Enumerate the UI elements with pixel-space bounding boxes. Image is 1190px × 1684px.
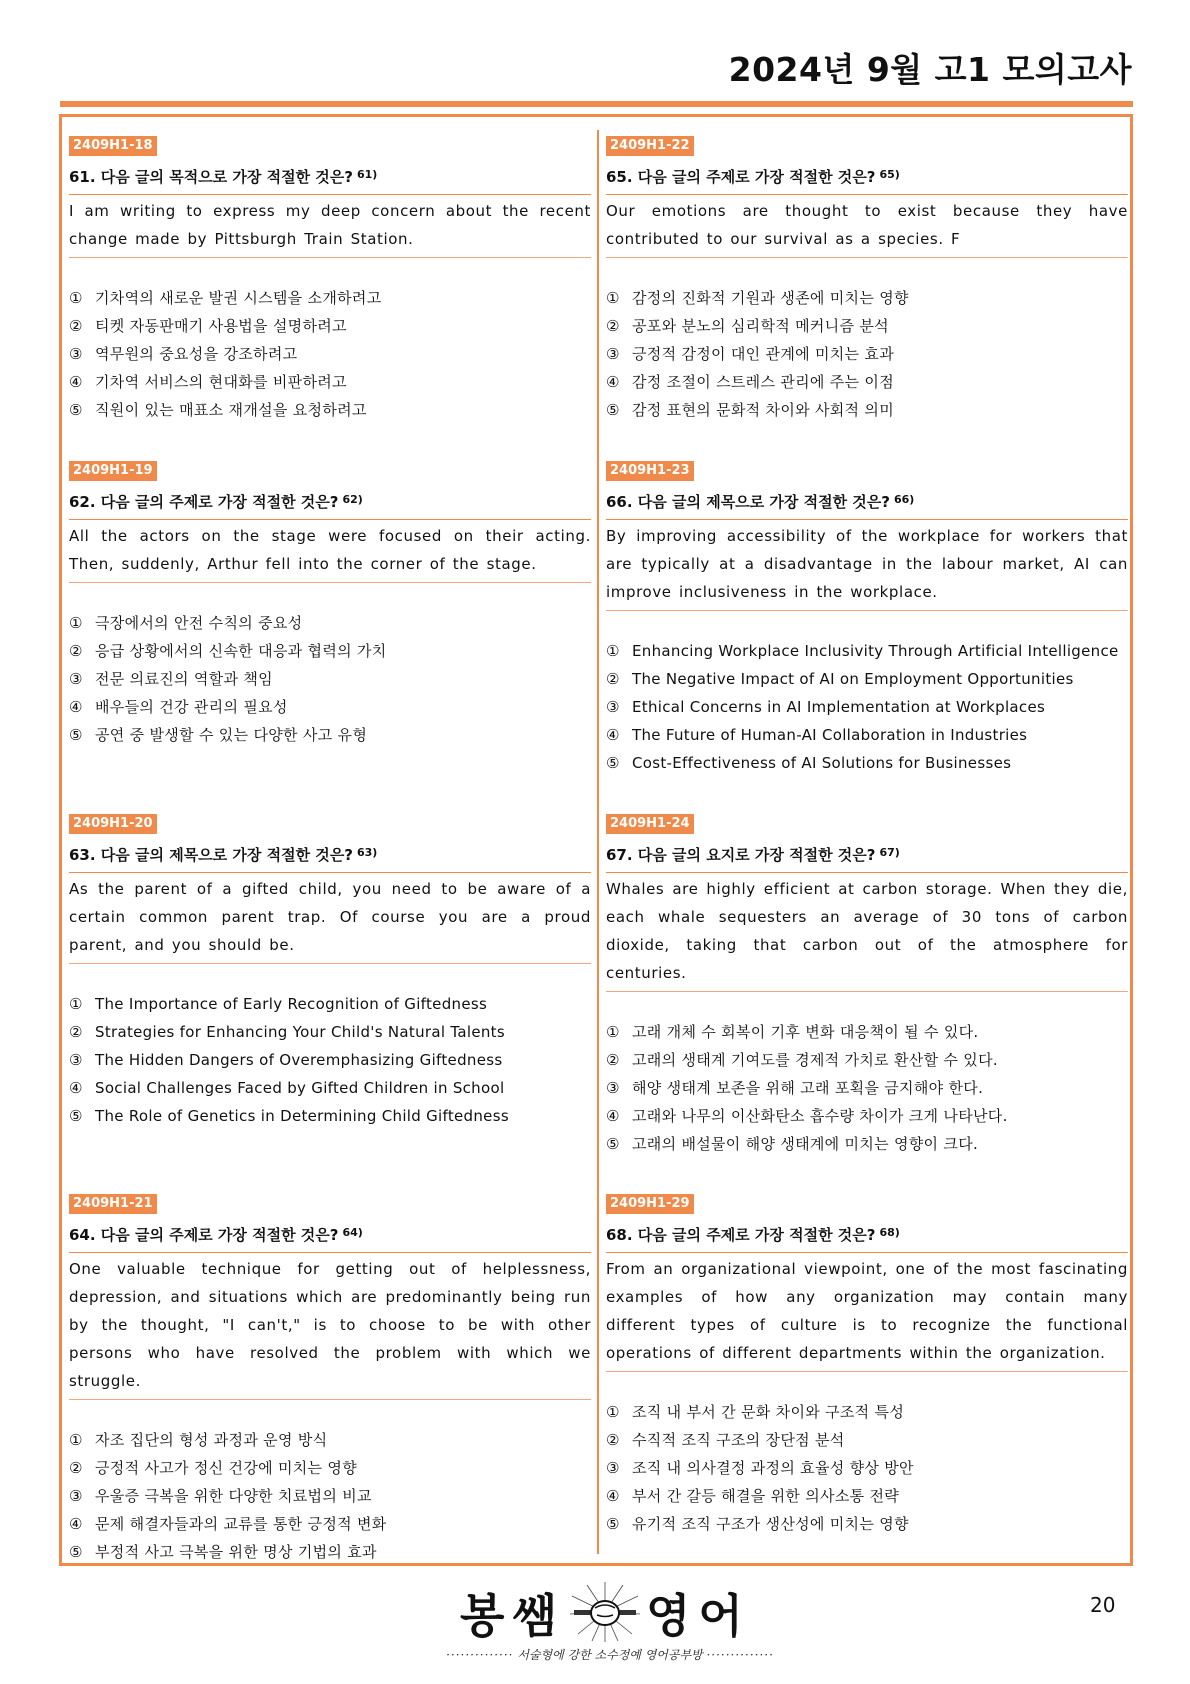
question-63 [69,812,591,1130]
option-3[interactable]: ③ 역무원의 중요성을 강조하려고 [69,345,298,363]
question-tag: 2409H1-19 [69,461,157,481]
option-3[interactable]: ③ 긍정적 감정이 대인 관계에 미치는 효과 [606,345,894,363]
footnote-ref[interactable]: 66) [893,493,915,506]
option-4[interactable]: ④ 문제 해결자들과의 교류를 통한 긍정적 변화 [69,1515,387,1533]
passage: One valuable technique for getting out of helplessness, depression, and situations which are predominantly being run by the thought, "I can't," is to choose to be with other persons who have resolved the problem with which we struggle. [69,1253,591,1400]
question-tag: 2409H1-24 [606,814,694,834]
footnote-ref[interactable]: 68) [879,1226,900,1239]
question-64 [69,1192,591,1566]
passage: From an organizational viewpoint, one of the most fascinating examples of how any organization may contain many different types of culture is to recognize the functional operations of different departments within the organization. [606,1253,1128,1372]
option-2[interactable]: ② 티켓 자동판매기 사용법을 설명하려고 [69,317,347,335]
option-5[interactable]: ⑤ The Role of Genetics in Determining Child Giftedness [69,1107,509,1125]
logo-text-left: 봉쌤 [460,1589,565,1643]
footnote-ref[interactable]: 65) [879,168,900,181]
question-title: 64. 다음 글의 주제로 가장 적절한 것은? $^{64)}$ [69,1222,591,1253]
logo-text-right: 영어 [646,1589,751,1643]
logo-tagline: ·············· 서술형에 강한 소수정예 영어공부방 ·············· [446,1648,774,1662]
passage: By improving accessibility of the workplace for workers that are typically at a disadvantage in the labour market, AI can improve inclusiveness in the workplace. [606,520,1128,611]
question-67 [606,812,1128,1158]
question-tag: 2409H1-21 [69,1194,157,1214]
question-66 [606,459,1128,777]
question-61 [69,134,591,424]
option-3[interactable]: ③ 조직 내 의사결정 과정의 효율성 향상 방안 [606,1459,914,1477]
options-list [69,1426,591,1566]
option-1[interactable]: ① Enhancing Workplace Inclusivity Through Artificial Intelligence [606,642,1119,660]
option-1[interactable]: ① 고래 개체 수 회복이 기후 변화 대응책이 될 수 있다. [606,1023,979,1041]
option-1[interactable]: ① 감정의 진화적 기원과 생존에 미치는 영향 [606,289,909,307]
passage: As the parent of a gifted child, you need to be aware of a certain common parent trap. Of course you are a proud parent, and you should be. [69,873,591,964]
options-list [69,609,591,749]
question-title: 63. 다음 글의 제목으로 가장 적절한 것은? $^{63)}$ [69,842,591,873]
option-2[interactable]: ② Strategies for Enhancing Your Child's Natural Talents [69,1023,505,1041]
options-list [69,284,591,424]
page-number: 20 [1090,1593,1116,1617]
options-list [606,637,1128,777]
option-1[interactable]: ① The Importance of Early Recognition of Giftedness [69,995,488,1013]
options-list [606,284,1128,424]
fist-pencil-icon [568,1582,642,1642]
options-list [606,1018,1128,1158]
options-list [69,990,591,1130]
passage: All the actors on the stage were focused on their acting. Then, suddenly, Arthur fell into the corner of the stage. [69,520,591,583]
question-tag: 2409H1-23 [606,461,694,481]
option-4[interactable]: ④ 배우들의 건강 관리의 필요성 [69,698,288,716]
footnote-ref[interactable]: 62) [342,493,363,506]
question-title: 67. 다음 글의 요지로 가장 적절한 것은? $^{67)}$ [606,842,1128,873]
footnote-ref[interactable]: 64) [342,1226,363,1239]
option-1[interactable]: ① 조직 내 부서 간 문화 차이와 구조적 특성 [606,1403,905,1421]
question-title: 62. 다음 글의 주제로 가장 적절한 것은? $^{62)}$ [69,489,591,520]
option-4[interactable]: ④ The Future of Human-AI Collaboration in Industries [606,726,1028,744]
option-1[interactable]: ① 자조 집단의 형성 과정과 운영 방식 [69,1431,328,1449]
option-4[interactable]: ④ Social Challenges Faced by Gifted Children in School [69,1079,505,1097]
option-4[interactable]: ④ 고래와 나무의 이산화탄소 흡수량 차이가 크게 나타난다. [606,1107,1008,1125]
option-5[interactable]: ⑤ 고래의 배설물이 해양 생태계에 미치는 영향이 크다. [606,1135,979,1153]
option-5[interactable]: ⑤ 공연 중 발생할 수 있는 다양한 사고 유형 [69,726,368,744]
option-3[interactable]: ③ 우울증 극복을 위한 다양한 치료법의 비교 [69,1487,372,1505]
option-3[interactable]: ③ 해양 생태계 보존을 위해 고래 포획을 금지해야 한다. [606,1079,984,1097]
option-3[interactable]: ③ Ethical Concerns in AI Implementation at Workplaces [606,698,1046,716]
question-title: 61. 다음 글의 목적으로 가장 적절한 것은? $^{61)}$ [69,164,591,195]
option-1[interactable]: ① 극장에서의 안전 수칙의 중요성 [69,614,303,632]
option-3[interactable]: ③ The Hidden Dangers of Overemphasizing Giftedness [69,1051,503,1069]
option-5[interactable]: ⑤ 유기적 조직 구조가 생산성에 미치는 영향 [606,1515,909,1533]
option-4[interactable]: ④ 기차역 서비스의 현대화를 비판하려고 [69,373,347,391]
option-4[interactable]: ④ 감정 조절이 스트레스 관리에 주는 이점 [606,373,894,391]
options-list [606,1398,1128,1538]
question-68 [606,1192,1128,1538]
passage: Whales are highly efficient at carbon storage. When they die, each whale sequesters an average of 30 tons of carbon dioxide, taking that carbon out of the atmosphere for centuries. [606,873,1128,992]
option-5[interactable]: ⑤ 감정 표현의 문화적 차이와 사회적 의미 [606,401,894,419]
option-4[interactable]: ④ 부서 간 갈등 해결을 위한 의사소통 전략 [606,1487,900,1505]
question-title: 65. 다음 글의 주제로 가장 적절한 것은? $^{65)}$ [606,164,1128,195]
option-2[interactable]: ② 수직적 조직 구조의 장단점 분석 [606,1431,845,1449]
page-title: 2024년 9월 고1 모의고사 [728,50,1132,89]
footnote-ref[interactable]: 67) [879,846,900,859]
question-tag: 2409H1-20 [69,814,157,834]
passage: Our emotions are thought to exist because they have contributed to our survival as a species. F [606,195,1128,258]
footnote-ref[interactable]: 63) [356,846,378,859]
option-2[interactable]: ② 긍정적 사고가 정신 건강에 미치는 영향 [69,1459,357,1477]
option-2[interactable]: ② The Negative Impact of AI on Employment Opportunities [606,670,1074,688]
question-tag: 2409H1-29 [606,1194,694,1214]
option-2[interactable]: ② 공포와 분노의 심리학적 메커니즘 분석 [606,317,889,335]
footnote-ref[interactable]: 61) [356,168,378,181]
question-title: 66. 다음 글의 제목으로 가장 적절한 것은? $^{66)}$ [606,489,1128,520]
passage: I am writing to express my deep concern about the recent change made by Pittsburgh Train Station. [69,195,591,258]
option-5[interactable]: ⑤ Cost-Effectiveness of AI Solutions for Businesses [606,754,1012,772]
question-65 [606,134,1128,424]
option-5[interactable]: ⑤ 직원이 있는 매표소 재개설을 요청하려고 [69,401,367,419]
option-2[interactable]: ② 고래의 생태계 기여도를 경제적 가치로 환산할 수 있다. [606,1051,998,1069]
column-divider [597,130,599,1554]
question-tag: 2409H1-18 [69,136,157,156]
header-rule [60,101,1133,107]
question-62 [69,459,591,749]
question-title: 68. 다음 글의 주제로 가장 적절한 것은? $^{68)}$ [606,1222,1128,1253]
brand-logo [446,1580,774,1670]
option-2[interactable]: ② 응급 상황에서의 신속한 대응과 협력의 가치 [69,642,387,660]
question-tag: 2409H1-22 [606,136,694,156]
option-1[interactable]: ① 기차역의 새로운 발권 시스템을 소개하려고 [69,289,382,307]
option-3[interactable]: ③ 전문 의료진의 역할과 책임 [69,670,273,688]
option-5[interactable]: ⑤ 부정적 사고 극복을 위한 명상 기법의 효과 [69,1543,377,1561]
